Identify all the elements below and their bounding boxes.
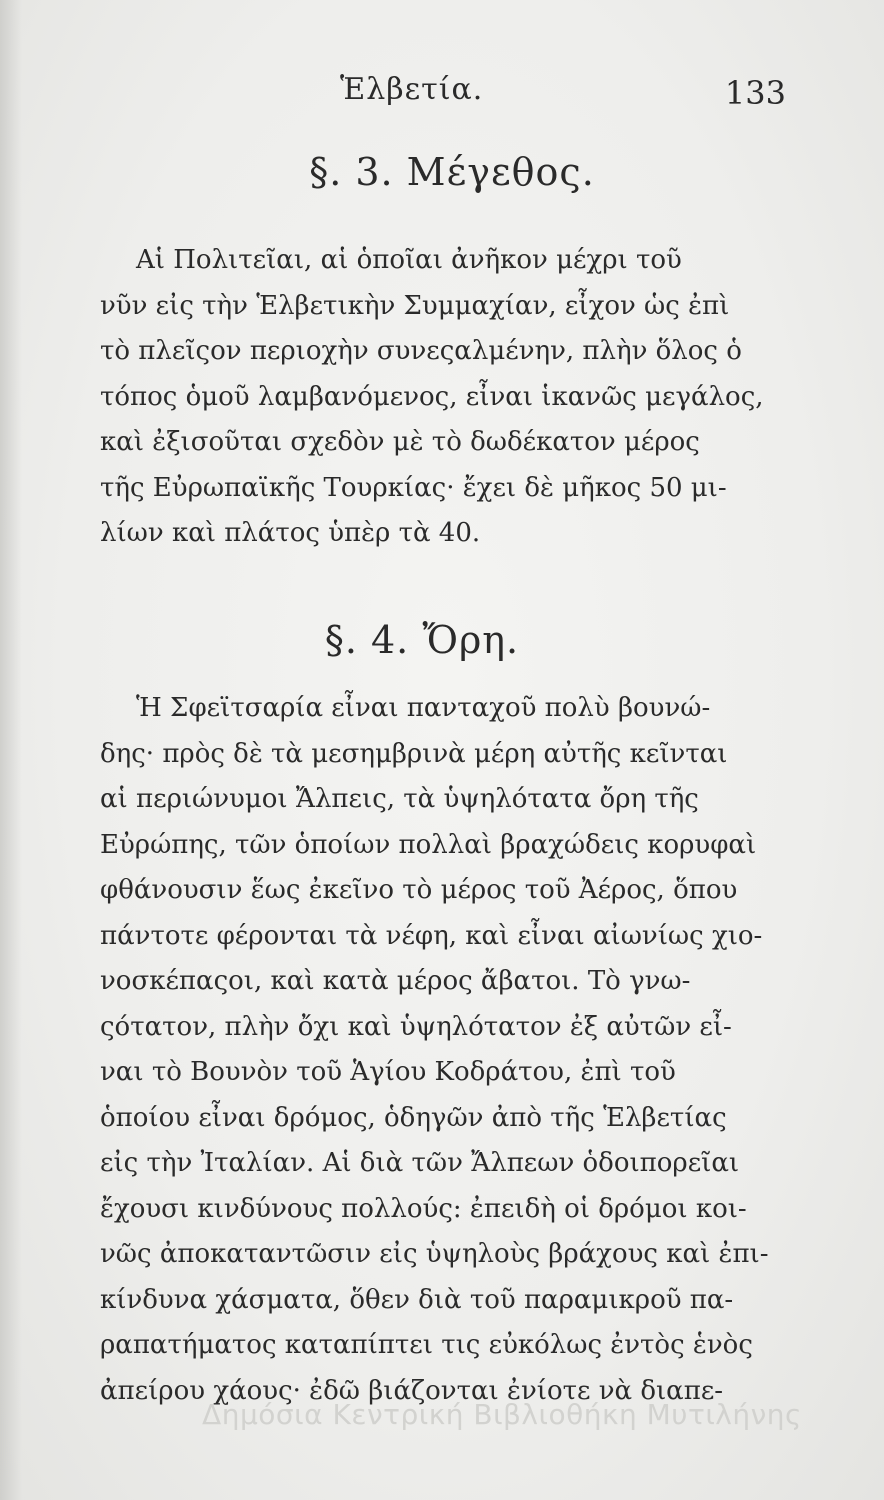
text-line: αἱ περιώνυμοι Ἄλπεις, τὰ ὑψηλότατα ὄρη τῆς [100, 784, 699, 814]
section-3-paragraph [100, 238, 780, 557]
running-head [0, 70, 884, 110]
text-line: φθάνουσιν ἕως ἐκεῖνο τὸ μέρος τοῦ Ἀέρος, ὅπου [100, 875, 738, 905]
text-line: Ἡ Σφεϊτσαρία εἶναι πανταχοῦ πολὺ βουνώ- [136, 693, 711, 723]
text-line: ραπατήματος καταπίπτει τις εὐκόλως ἐντὸς ἑνὸς [100, 1330, 753, 1360]
text-line: κίνδυνα χάσματα, ὅθεν διὰ τοῦ παραμικροῦ πα- [100, 1284, 734, 1315]
text-line: νῦν εἰς τὴν Ἑλβετικὴν Συμμαχίαν, εἶχον ὡς ἐπὶ [100, 290, 730, 321]
text-line: καὶ ἐξισοῦται σχεδὸν μὲ τὸ δωδέκατον μέρος [100, 427, 700, 457]
text-line: τόπος ὁμοῦ λαμβανόμενος, εἶναι ἱκανῶς μεγάλος, [100, 381, 764, 412]
running-title: Ἑλβετία. [340, 72, 484, 107]
text-line: δης· πρὸς δὲ τὰ μεσημβρινὰ μέρη αὐτῆς κεῖνται [100, 738, 728, 769]
text-line: νῶς ἀποκαταντῶσιν εἰς ὑψηλοὺς βράχους καὶ ἐπι- [100, 1239, 769, 1269]
text-line: πάντοτε φέρονται τὰ νέφη, καὶ εἶναι αἰωνίως χιο- [100, 920, 763, 951]
text-line: ναι τὸ Βουνὸν τοῦ Ἁγίου Κοδράτου, ἐπὶ τοῦ [100, 1057, 676, 1087]
section-4-heading: §. 4. Ὄρη. [324, 618, 520, 662]
section-4-paragraph [100, 686, 780, 1414]
page-edge-shadow [0, 0, 22, 1500]
text-line: ὁποίου εἶναι δρόμος, ὁδηγῶν ἀπὸ τῆς Ἑλβετίας [100, 1102, 727, 1133]
text-line: τῆς Εὐρωπαϊκῆς Τουρκίας· ἔχει δὲ μῆκος 50 μι- [100, 472, 727, 503]
library-watermark: Δημόσια Κεντρική Βιβλιοθήκη Μυτιλήνης [202, 1398, 802, 1431]
text-line: ςότατον, πλὴν ὄχι καὶ ὑψηλότατον ἐξ αὐτῶν εἶ- [100, 1011, 732, 1042]
section-3-heading: §. 3. Μέγεθος. [309, 150, 595, 194]
text-line: λίων καὶ πλάτος ὑπὲρ τὰ 40. [100, 518, 481, 548]
text-line: εἰς τὴν Ἰταλίαν. Αἱ διὰ τῶν Ἄλπεων ὁδοιπορεῖαι [100, 1148, 740, 1178]
text-line: τὸ πλεῖςον περιοχὴν συνεςαλμένην, πλὴν ὅλος ὁ [100, 336, 742, 366]
page-number: 133 [724, 74, 786, 112]
text-line: ἔχουσι κινδύνους πολλούς: ἐπειδὴ οἱ δρόμοι κοι- [100, 1193, 747, 1224]
text-line: Εὐρώπης, τῶν ὁποίων πολλαὶ βραχώδεις κορυφαὶ [100, 829, 757, 860]
text-line: ἀπείρου χάους· ἐδῶ βιάζονται ἐνίοτε νὰ διαπε- [100, 1375, 724, 1406]
text-line: νοσκέπαςοι, καὶ κατὰ μέρος ἄβατοι. Τὸ γνω- [100, 966, 691, 996]
text-line: Αἱ Πολιτεῖαι, αἱ ὁποῖαι ἀνῆκον μέχρι τοῦ [136, 245, 682, 275]
